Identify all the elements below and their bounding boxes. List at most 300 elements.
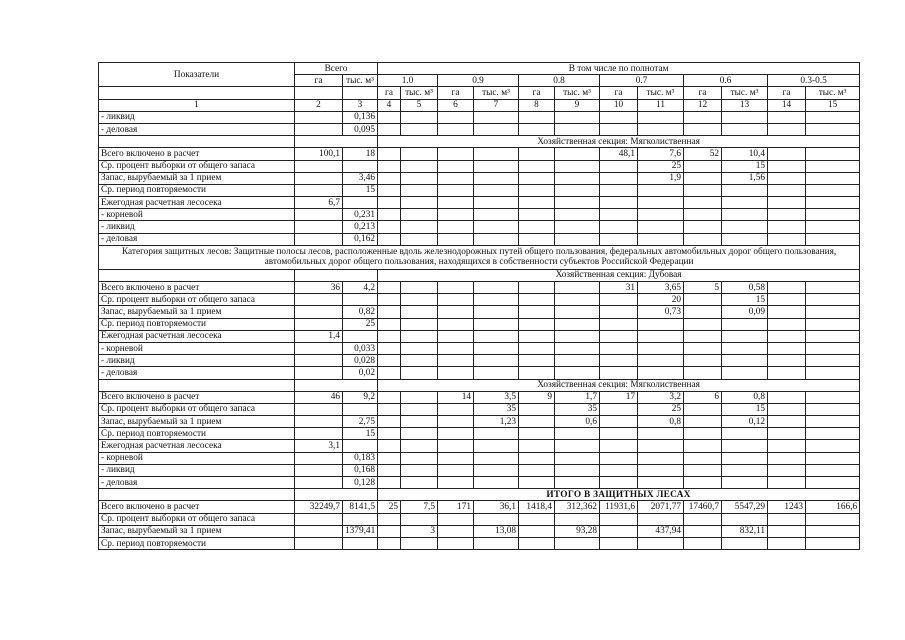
table-cell bbox=[401, 342, 438, 354]
table-cell bbox=[295, 537, 343, 549]
category-row bbox=[99, 245, 860, 269]
row-label: Ежегодная расчетная лесосека bbox=[99, 330, 295, 342]
table-cell bbox=[806, 282, 860, 294]
table-cell bbox=[555, 318, 600, 330]
table-cell bbox=[768, 428, 806, 440]
unit-cell-thous-m3: тыс. м³ bbox=[722, 87, 768, 99]
table-cell bbox=[438, 355, 474, 367]
table-cell bbox=[684, 233, 722, 245]
unit-row bbox=[99, 87, 860, 99]
table-cell bbox=[555, 367, 600, 379]
table-cell bbox=[378, 197, 401, 209]
row-label: - ликвид bbox=[99, 221, 295, 233]
table-row bbox=[99, 318, 860, 330]
table-cell bbox=[438, 209, 474, 221]
table-cell bbox=[722, 342, 768, 354]
table-cell bbox=[474, 221, 519, 233]
row-label: Ср. период повторяемости bbox=[99, 428, 295, 440]
forest-calculation-table bbox=[98, 62, 860, 550]
table-cell bbox=[401, 355, 438, 367]
table-cell bbox=[474, 428, 519, 440]
table-cell bbox=[378, 330, 401, 342]
table-cell bbox=[555, 233, 600, 245]
table-cell bbox=[768, 464, 806, 476]
table-cell bbox=[519, 111, 555, 123]
table-cell bbox=[519, 355, 555, 367]
row-label: Запас, вырубаемый за 1 прием bbox=[99, 172, 295, 184]
header-total-ha: га bbox=[295, 75, 343, 87]
table-cell: 9 bbox=[519, 391, 555, 403]
table-cell bbox=[378, 464, 401, 476]
row-label: Всего включено в расчет bbox=[99, 501, 295, 513]
table-cell bbox=[519, 184, 555, 196]
table-cell bbox=[378, 282, 401, 294]
table-cell bbox=[378, 111, 401, 123]
table-cell bbox=[474, 184, 519, 196]
table-cell bbox=[806, 355, 860, 367]
row-label: - деловая bbox=[99, 367, 295, 379]
table-cell bbox=[684, 440, 722, 452]
table-row bbox=[99, 355, 860, 367]
table-cell bbox=[295, 184, 343, 196]
row-label: - ликвид bbox=[99, 464, 295, 476]
table-cell bbox=[519, 525, 555, 537]
table-cell bbox=[438, 160, 474, 172]
table-cell bbox=[722, 197, 768, 209]
table-cell bbox=[295, 342, 343, 354]
table-cell bbox=[722, 221, 768, 233]
table-cell bbox=[722, 428, 768, 440]
row-label: Ср. период повторяемости bbox=[99, 537, 295, 549]
table-cell bbox=[600, 464, 638, 476]
row-label: - корневой bbox=[99, 452, 295, 464]
table-cell: 25 bbox=[378, 501, 401, 513]
section-blank bbox=[99, 136, 295, 148]
table-cell bbox=[806, 342, 860, 354]
table-cell bbox=[638, 197, 684, 209]
table-cell bbox=[684, 403, 722, 415]
table-row bbox=[99, 391, 860, 403]
table-cell bbox=[474, 537, 519, 549]
table-cell bbox=[768, 221, 806, 233]
table-cell: 0,183 bbox=[343, 452, 378, 464]
row-label: Ср. процент выборки от общего запаса bbox=[99, 294, 295, 306]
table-cell bbox=[638, 342, 684, 354]
table-cell bbox=[768, 440, 806, 452]
table-cell bbox=[378, 123, 401, 135]
table-cell bbox=[295, 111, 343, 123]
table-cell bbox=[519, 513, 555, 525]
table-cell bbox=[600, 355, 638, 367]
row-label: Запас, вырубаемый за 1 прием bbox=[99, 525, 295, 537]
table-cell bbox=[600, 221, 638, 233]
table-cell bbox=[401, 306, 438, 318]
table-cell bbox=[474, 513, 519, 525]
table-cell bbox=[600, 184, 638, 196]
column-number: 4 bbox=[378, 99, 401, 111]
table-cell bbox=[722, 367, 768, 379]
table-cell bbox=[519, 294, 555, 306]
table-cell: 31 bbox=[600, 282, 638, 294]
table-cell bbox=[519, 282, 555, 294]
table-cell bbox=[684, 525, 722, 537]
table-cell bbox=[638, 440, 684, 452]
table-cell bbox=[768, 282, 806, 294]
table-cell bbox=[768, 148, 806, 160]
table-cell: 0,168 bbox=[343, 464, 378, 476]
table-cell bbox=[519, 172, 555, 184]
unit-cell-thous-m3: тыс. м³ bbox=[638, 87, 684, 99]
row-label: Ср. процент выборки от общего запаса bbox=[99, 513, 295, 525]
table-cell bbox=[806, 525, 860, 537]
section-blank bbox=[295, 136, 378, 148]
table-cell bbox=[555, 464, 600, 476]
table-cell: 0,58 bbox=[722, 282, 768, 294]
table-cell bbox=[438, 477, 474, 489]
table-cell: 36 bbox=[295, 282, 343, 294]
table-cell bbox=[684, 123, 722, 135]
table-cell bbox=[555, 428, 600, 440]
row-label: - деловая bbox=[99, 477, 295, 489]
table-cell: 6 bbox=[684, 391, 722, 403]
table-cell bbox=[684, 355, 722, 367]
column-number: 7 bbox=[474, 99, 519, 111]
table-row bbox=[99, 537, 860, 549]
table-cell bbox=[600, 452, 638, 464]
table-cell bbox=[768, 294, 806, 306]
unit-cell-ha: га bbox=[378, 87, 401, 99]
table-cell bbox=[474, 282, 519, 294]
table-cell bbox=[438, 416, 474, 428]
table-cell bbox=[768, 306, 806, 318]
table-cell bbox=[295, 233, 343, 245]
table-cell bbox=[401, 221, 438, 233]
table-cell bbox=[806, 123, 860, 135]
table-cell bbox=[438, 123, 474, 135]
table-cell bbox=[600, 209, 638, 221]
table-cell bbox=[684, 221, 722, 233]
row-label: - корневой bbox=[99, 209, 295, 221]
table-cell bbox=[378, 148, 401, 160]
row-label: - корневой bbox=[99, 342, 295, 354]
table-cell bbox=[401, 282, 438, 294]
table-cell bbox=[474, 342, 519, 354]
table-cell bbox=[806, 172, 860, 184]
table-cell bbox=[555, 440, 600, 452]
table-cell bbox=[519, 318, 555, 330]
table-cell bbox=[768, 342, 806, 354]
table-cell bbox=[295, 452, 343, 464]
table-cell bbox=[401, 209, 438, 221]
table-cell bbox=[438, 221, 474, 233]
table-cell: 2071,77 bbox=[638, 501, 684, 513]
table-cell bbox=[519, 306, 555, 318]
table-row bbox=[99, 428, 860, 440]
column-number: 15 bbox=[806, 99, 860, 111]
section-title: Хозяйственная секция: Дубовая bbox=[378, 269, 860, 281]
table-row bbox=[99, 172, 860, 184]
column-number: 10 bbox=[600, 99, 638, 111]
table-cell: 3,46 bbox=[343, 172, 378, 184]
table-cell bbox=[600, 111, 638, 123]
table-cell bbox=[401, 172, 438, 184]
table-cell bbox=[438, 318, 474, 330]
table-cell bbox=[401, 294, 438, 306]
table-cell bbox=[555, 342, 600, 354]
table-row bbox=[99, 477, 860, 489]
table-cell bbox=[768, 391, 806, 403]
section-row bbox=[99, 136, 860, 148]
table-cell: 46 bbox=[295, 391, 343, 403]
table-cell bbox=[684, 513, 722, 525]
table-cell bbox=[684, 342, 722, 354]
table-cell bbox=[378, 477, 401, 489]
table-cell bbox=[600, 197, 638, 209]
table-cell bbox=[474, 330, 519, 342]
table-cell bbox=[806, 148, 860, 160]
table-row bbox=[99, 464, 860, 476]
table-cell: 6,7 bbox=[295, 197, 343, 209]
table-cell bbox=[378, 537, 401, 549]
table-cell bbox=[555, 184, 600, 196]
column-number: 12 bbox=[684, 99, 722, 111]
table-cell bbox=[638, 123, 684, 135]
table-cell bbox=[806, 318, 860, 330]
table-cell: 1,7 bbox=[555, 391, 600, 403]
table-cell: 5 bbox=[684, 282, 722, 294]
table-cell bbox=[806, 537, 860, 549]
table-cell bbox=[438, 330, 474, 342]
table-cell bbox=[438, 111, 474, 123]
table-cell: 35 bbox=[474, 403, 519, 415]
table-cell: 166,6 bbox=[806, 501, 860, 513]
table-cell bbox=[768, 233, 806, 245]
table-cell bbox=[401, 197, 438, 209]
table-cell bbox=[343, 160, 378, 172]
table-cell bbox=[474, 111, 519, 123]
table-cell: 5547,29 bbox=[722, 501, 768, 513]
table-cell bbox=[474, 306, 519, 318]
table-cell bbox=[722, 477, 768, 489]
table-cell bbox=[600, 123, 638, 135]
table-cell bbox=[600, 403, 638, 415]
table-row bbox=[99, 367, 860, 379]
table-cell: 11931,6 bbox=[600, 501, 638, 513]
table-cell: 0,02 bbox=[343, 367, 378, 379]
table-cell bbox=[806, 477, 860, 489]
table-cell bbox=[401, 330, 438, 342]
table-cell: 3,65 bbox=[638, 282, 684, 294]
row-label: - ликвид bbox=[99, 355, 295, 367]
table-cell bbox=[378, 172, 401, 184]
column-number: 14 bbox=[768, 99, 806, 111]
table-cell bbox=[684, 318, 722, 330]
column-number: 8 bbox=[519, 99, 555, 111]
table-cell bbox=[438, 342, 474, 354]
table-cell bbox=[684, 184, 722, 196]
table-cell bbox=[378, 209, 401, 221]
table-cell bbox=[401, 416, 438, 428]
table-cell: 0,028 bbox=[343, 355, 378, 367]
table-cell bbox=[638, 355, 684, 367]
table-cell bbox=[438, 513, 474, 525]
table-cell bbox=[295, 306, 343, 318]
table-cell bbox=[638, 209, 684, 221]
table-cell bbox=[806, 464, 860, 476]
table-cell bbox=[474, 452, 519, 464]
table-cell: 2,75 bbox=[343, 416, 378, 428]
table-cell: 171 bbox=[438, 501, 474, 513]
table-cell bbox=[401, 233, 438, 245]
table-cell bbox=[722, 233, 768, 245]
table-cell bbox=[343, 537, 378, 549]
table-cell bbox=[474, 233, 519, 245]
table-cell bbox=[474, 148, 519, 160]
table-cell: 0,162 bbox=[343, 233, 378, 245]
table-cell bbox=[600, 513, 638, 525]
table-row bbox=[99, 440, 860, 452]
table-row bbox=[99, 501, 860, 513]
table-cell bbox=[555, 294, 600, 306]
table-cell bbox=[638, 477, 684, 489]
table-cell bbox=[295, 403, 343, 415]
row-label: Ср. процент выборки от общего запаса bbox=[99, 160, 295, 172]
unit-cell-ha: га bbox=[768, 87, 806, 99]
table-cell bbox=[722, 464, 768, 476]
category-title: Категория защитных лесов: Защитные полосы лесов, расположенные вдоль железнодорожных путей общего пользования, федеральных автомобильных дорог общего пользования, автомобильных дорог общего пользования, находящихся в собственности субъектов Российской Федерации bbox=[99, 245, 860, 269]
unit-cell-thous-m3: тыс. м³ bbox=[555, 87, 600, 99]
table-row bbox=[99, 148, 860, 160]
table-cell: 1418,4 bbox=[519, 501, 555, 513]
column-number: 6 bbox=[438, 99, 474, 111]
table-cell: 10,4 bbox=[722, 148, 768, 160]
table-cell bbox=[684, 537, 722, 549]
row-label: - деловая bbox=[99, 123, 295, 135]
table-cell bbox=[768, 367, 806, 379]
table-cell bbox=[768, 123, 806, 135]
table-cell bbox=[600, 342, 638, 354]
table-cell bbox=[438, 282, 474, 294]
header-by-density: В том числе по полнотам bbox=[378, 63, 860, 75]
table-cell bbox=[378, 513, 401, 525]
table-cell bbox=[600, 172, 638, 184]
table-cell bbox=[401, 160, 438, 172]
table-cell bbox=[519, 403, 555, 415]
column-number: 11 bbox=[638, 99, 684, 111]
table-cell bbox=[438, 172, 474, 184]
table-cell bbox=[401, 123, 438, 135]
table-cell bbox=[519, 123, 555, 135]
table-cell bbox=[806, 111, 860, 123]
table-cell bbox=[806, 452, 860, 464]
table-cell: 15 bbox=[722, 160, 768, 172]
table-cell bbox=[378, 184, 401, 196]
table-cell bbox=[806, 428, 860, 440]
table-cell bbox=[295, 464, 343, 476]
section-blank bbox=[99, 379, 295, 391]
table-cell: 1243 bbox=[768, 501, 806, 513]
table-cell bbox=[768, 184, 806, 196]
table-row bbox=[99, 525, 860, 537]
table-cell bbox=[684, 172, 722, 184]
table-cell bbox=[401, 403, 438, 415]
table-cell bbox=[768, 111, 806, 123]
row-label: Запас, вырубаемый за 1 прием bbox=[99, 416, 295, 428]
table-cell bbox=[768, 318, 806, 330]
table-cell bbox=[638, 184, 684, 196]
table-cell bbox=[722, 355, 768, 367]
section-blank bbox=[295, 379, 378, 391]
table-cell bbox=[555, 197, 600, 209]
header-total: Всего bbox=[295, 63, 378, 75]
row-label: Ежегодная расчетная лесосека bbox=[99, 440, 295, 452]
table-row bbox=[99, 416, 860, 428]
table-cell bbox=[519, 537, 555, 549]
table-cell bbox=[555, 355, 600, 367]
row-label: Всего включено в расчет bbox=[99, 148, 295, 160]
table-cell bbox=[401, 367, 438, 379]
table-cell bbox=[768, 355, 806, 367]
table-cell bbox=[684, 464, 722, 476]
table-cell bbox=[638, 233, 684, 245]
unit-cell-blank bbox=[295, 87, 343, 99]
table-row bbox=[99, 233, 860, 245]
section-row bbox=[99, 269, 860, 281]
table-cell bbox=[343, 330, 378, 342]
table-cell bbox=[343, 513, 378, 525]
column-number: 9 bbox=[555, 99, 600, 111]
table-cell bbox=[806, 330, 860, 342]
table-cell bbox=[555, 111, 600, 123]
table-cell bbox=[555, 306, 600, 318]
table-cell: 25 bbox=[638, 403, 684, 415]
table-cell bbox=[600, 367, 638, 379]
table-cell bbox=[519, 233, 555, 245]
table-cell: 312,362 bbox=[555, 501, 600, 513]
table-cell bbox=[638, 367, 684, 379]
table-cell: 0,8 bbox=[722, 391, 768, 403]
table-row bbox=[99, 452, 860, 464]
table-cell bbox=[378, 294, 401, 306]
section-title: Хозяйственная секция: Мягколиственная bbox=[378, 136, 860, 148]
table-cell bbox=[519, 452, 555, 464]
column-number: 3 bbox=[343, 99, 378, 111]
table-cell: 8141,5 bbox=[343, 501, 378, 513]
table-cell bbox=[295, 355, 343, 367]
table-cell: 9,2 bbox=[343, 391, 378, 403]
table-cell: 3 bbox=[401, 525, 438, 537]
unit-cell-thous-m3: тыс. м³ bbox=[401, 87, 438, 99]
table-cell bbox=[806, 403, 860, 415]
table-row bbox=[99, 330, 860, 342]
table-cell bbox=[684, 209, 722, 221]
column-number: 5 bbox=[401, 99, 438, 111]
table-cell bbox=[806, 160, 860, 172]
total-blank bbox=[295, 489, 378, 501]
table-cell bbox=[638, 318, 684, 330]
table-cell bbox=[806, 184, 860, 196]
table-cell bbox=[474, 123, 519, 135]
table-cell bbox=[401, 440, 438, 452]
table-cell bbox=[378, 233, 401, 245]
row-label: Ср. период повторяемости bbox=[99, 318, 295, 330]
table-row bbox=[99, 282, 860, 294]
column-number: 13 bbox=[722, 99, 768, 111]
table-cell: 17 bbox=[600, 391, 638, 403]
table-cell bbox=[438, 197, 474, 209]
table-cell bbox=[378, 367, 401, 379]
table-cell: 48,1 bbox=[600, 148, 638, 160]
